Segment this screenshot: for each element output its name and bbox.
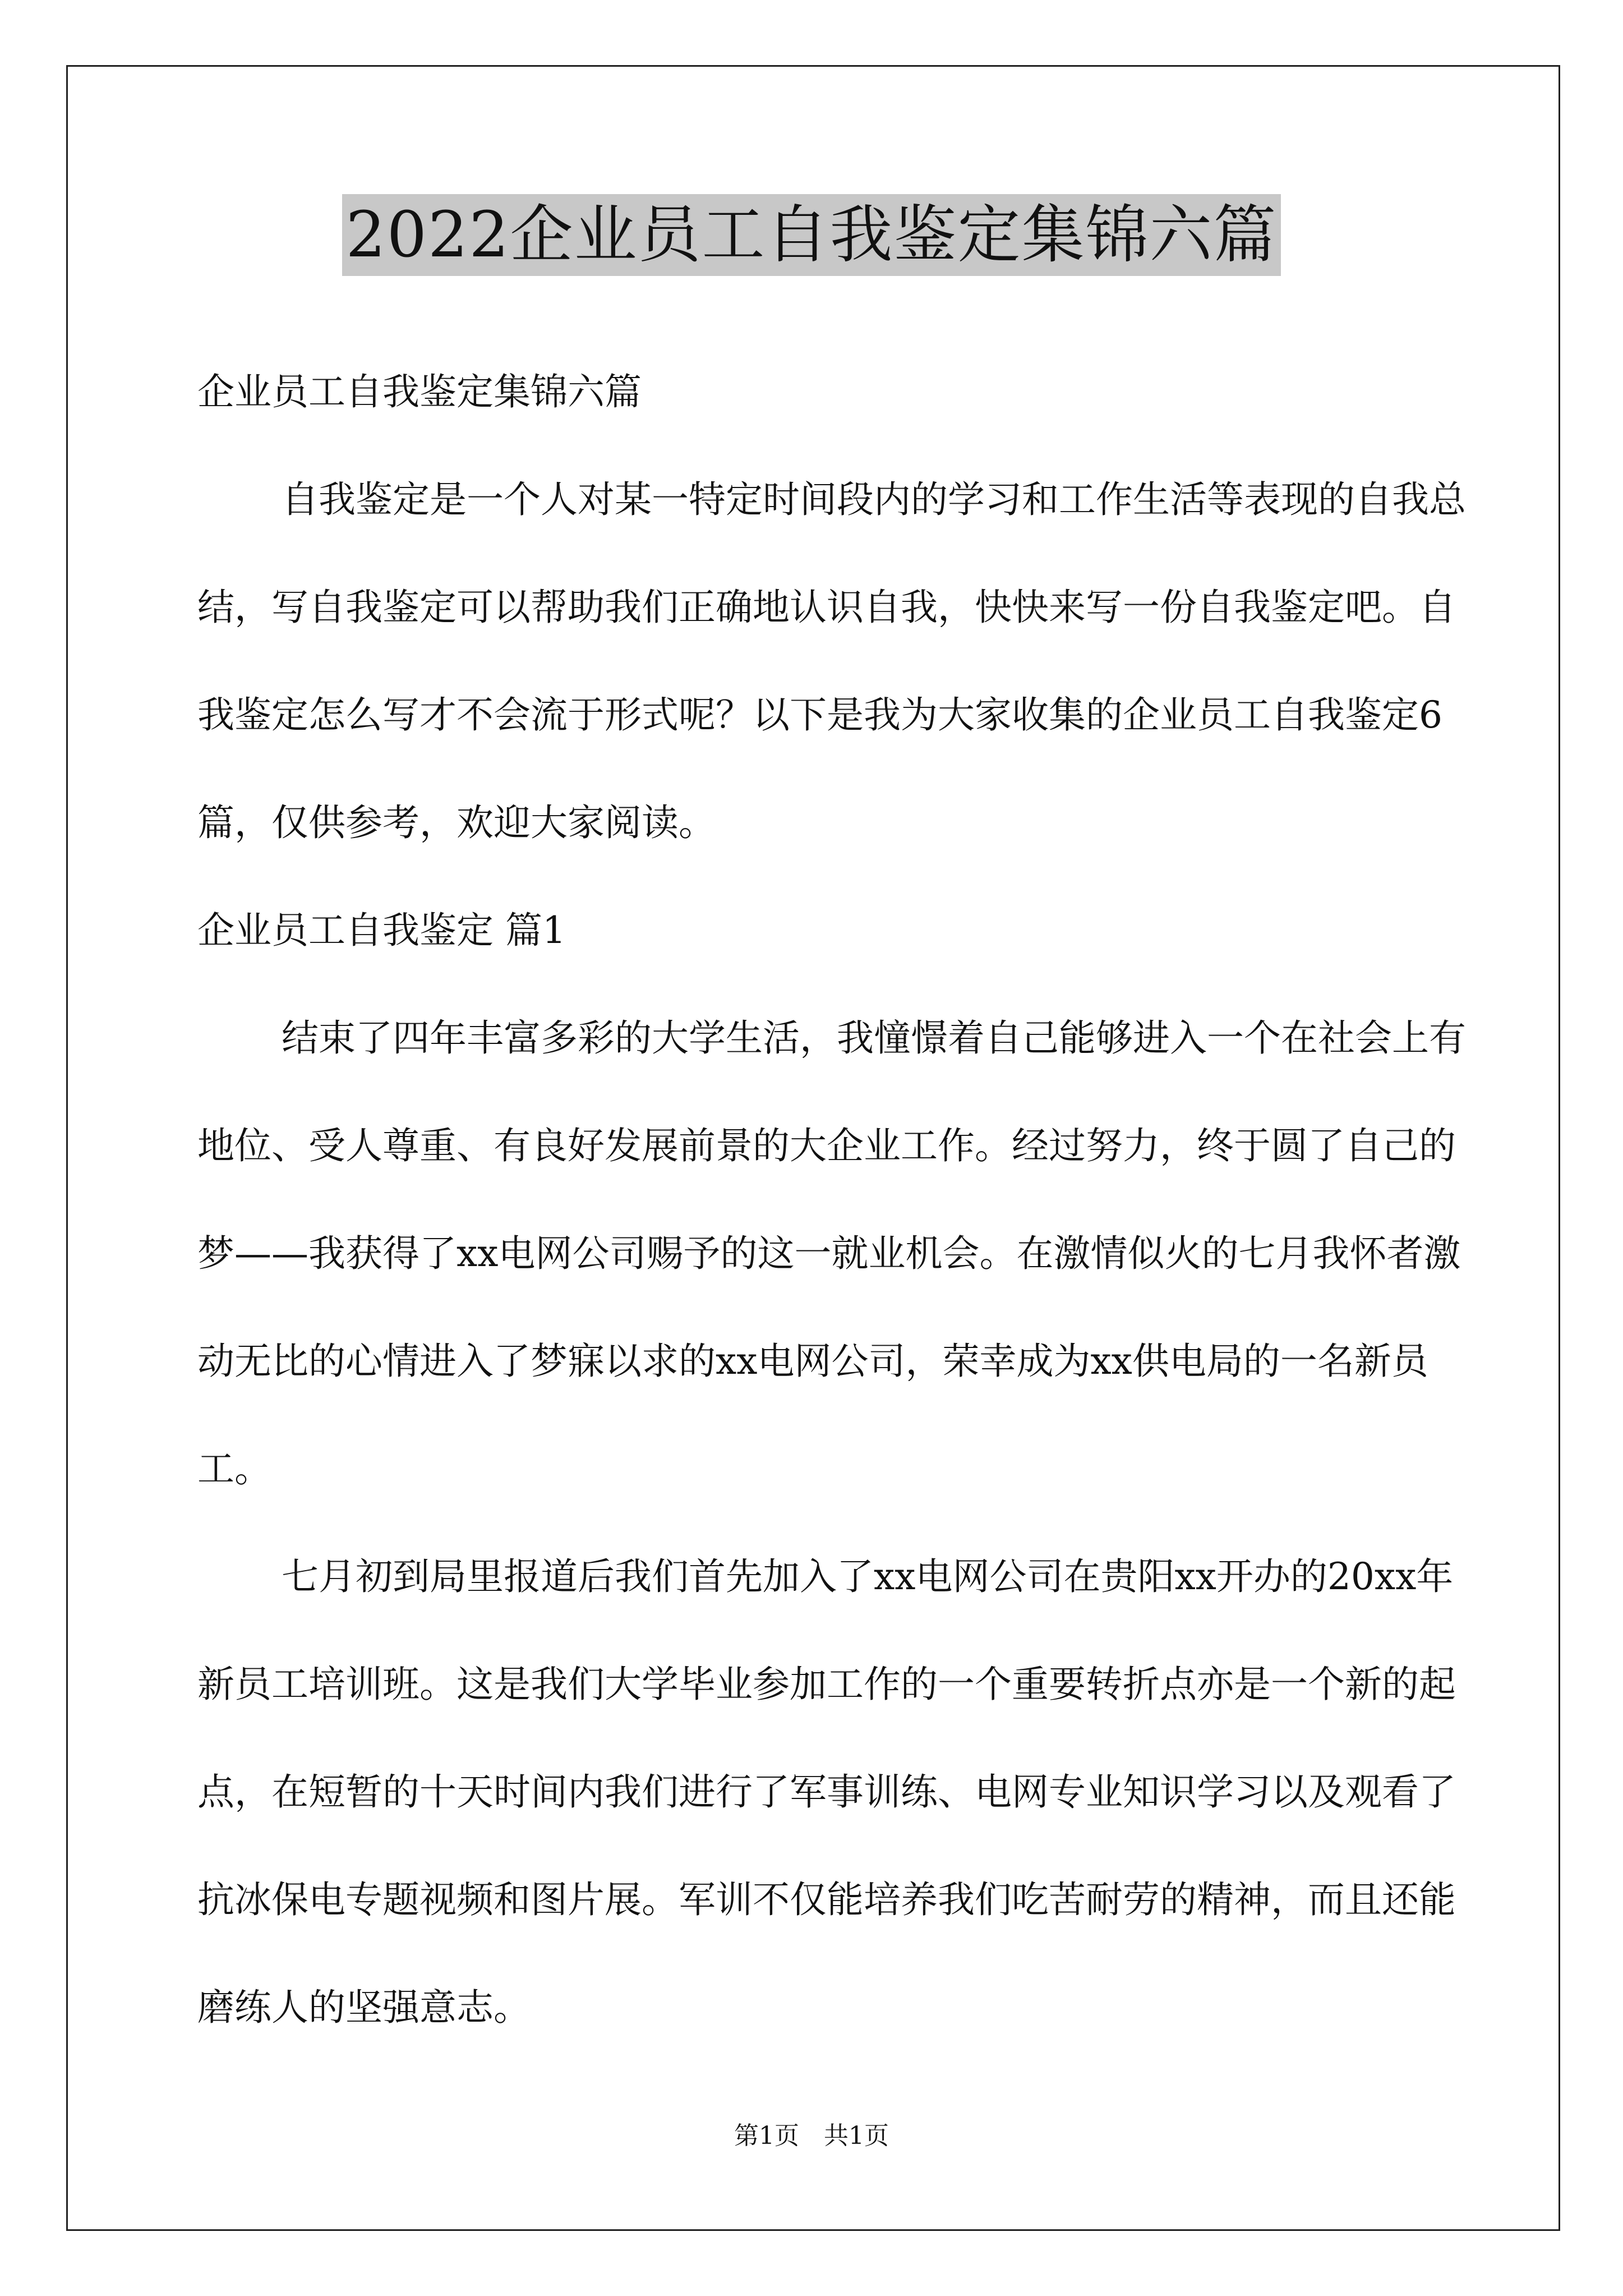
page-number-current: 第1页 (734, 2122, 799, 2150)
body-paragraph: 结束了四年丰富多彩的大学生活，我憧憬着自己能够进入一个在社会上有地位、受人尊重、有良好发展前景的大企业工作。经过努力，终于圆了自己的梦——我获得了xx电网公司赐予的这一就业机会。在激情似火的七月我怀者激动无比的心情进入了梦寐以求的xx电网公司，荣幸成为xx供电局的一名新员工。 (197, 1016, 1466, 1490)
intro-paragraph: 自我鉴定是一个人对某一特定时间段内的学习和工作生活等表现的自我总结，写自我鉴定可以帮助我们正确地认识自我，快快来写一份自我鉴定吧。自我鉴定怎么写才不会流于形式呢？以下是我为大家收集的企业员工自我鉴定6篇，仅供参考，欢迎大家阅读。 (197, 478, 1466, 844)
page-number-total: 共1页 (824, 2122, 889, 2150)
title-container (0, 194, 1623, 276)
document-title: 2022企业员工自我鉴定集锦六篇 (342, 194, 1280, 276)
page-footer (0, 2119, 1623, 2153)
body-paragraph: 七月初到局里报道后我们首先加入了xx电网公司在贵阳xx开办的20xx年新员工培训班。这是我们大学毕业参加工作的一个重要转折点亦是一个新的起点，在短暂的十天时间内我们进行了军事训练、电网专业知识学习以及观看了抗冰保电专题视频和图片展。军训不仅能培养我们吃苦耐劳的精神，而且还能磨练人的坚强意志。 (197, 1555, 1456, 2029)
document-body (197, 338, 1470, 2062)
section-heading: 企业员工自我鉴定 篇1 (197, 909, 566, 952)
subtitle-paragraph: 企业员工自我鉴定集锦六篇 (197, 370, 642, 413)
